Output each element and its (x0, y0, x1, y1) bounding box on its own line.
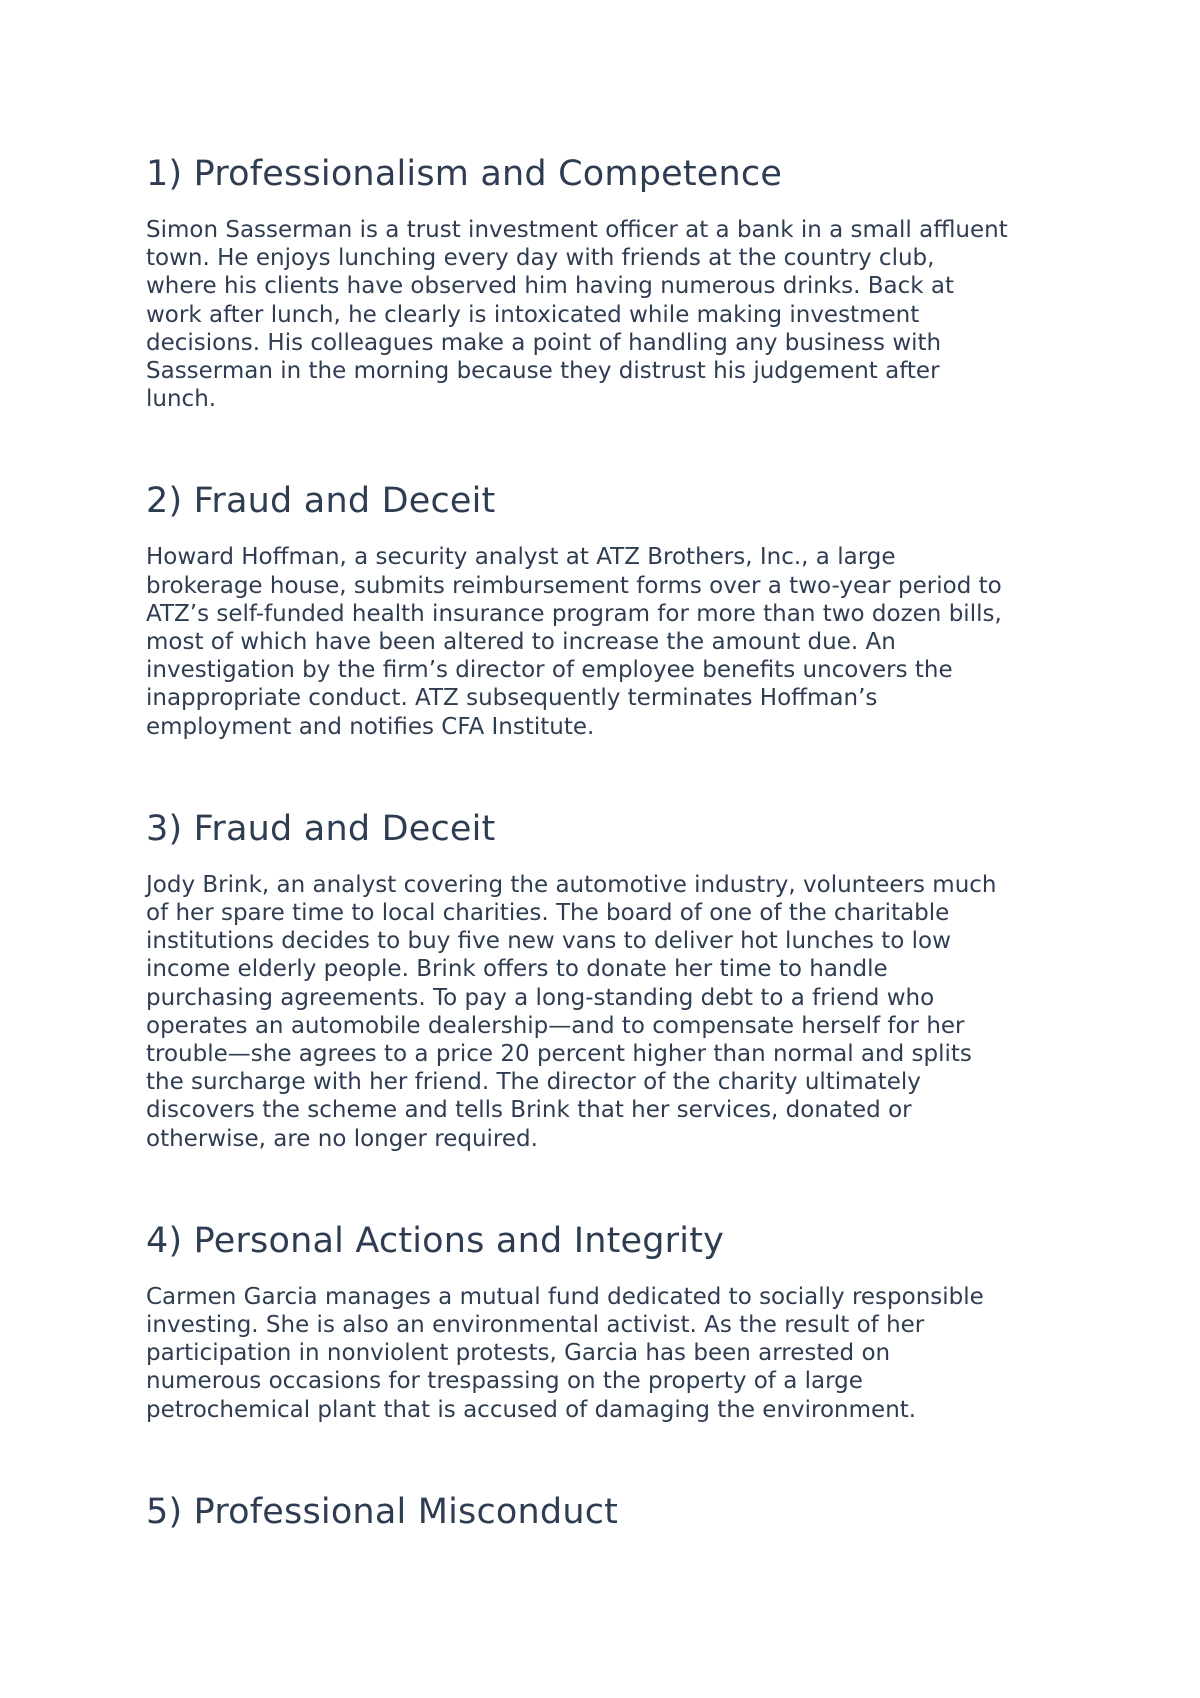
section-professionalism-competence (146, 150, 1076, 413)
section-heading: 1) Professionalism and Competence (146, 154, 783, 194)
section-body: Howard Hoffman, a security analyst at ATZ Brothers, Inc., a large brokerage house, submits reimbursement forms over a two-year period to ATZ’s self-funded health insurance program for more than two dozen bills, most of which have been altered to increase the amount due. An investigation by the firm’s director of employee benefits uncovers the inappropriate conduct. ATZ subsequently terminates Hoffman’s employment and notifies CFA Institute. (146, 544, 1002, 740)
section-body: Jody Brink, an analyst covering the automotive industry, volunteers much of her spare time to local charities. The board of one of the charitable institutions decides to buy five new vans to deliver hot lunches to low income elderly people. Brink offers to donate her time to handle purchasing agreements. To pay a long-standing debt to a friend who operates an automobile dealership—and to compensate herself for her trouble—she agrees to a price 20 percent higher than normal and splits the surcharge with her friend. The director of the charity ultimately discovers the scheme and tells Brink that her services, donated or otherwise, are no longer required. (146, 871, 997, 1152)
section-heading: 2) Fraud and Deceit (146, 481, 496, 522)
section-personal-actions-integrity (146, 1217, 1076, 1424)
section-body: Simon Sasserman is a trust investment officer at a bank in a small affluent town. He enjoys lunching every day with friends at the country club, where his clients have observed him having numerous drinks. Back at work after lunch, he clearly is intoxicated while making investment decisions. His colleagues make a point of handling any business with Sasserman in the morning because they distrust his judgement after lunch. (146, 217, 1008, 413)
section-fraud-deceit-2 (146, 805, 1076, 1153)
section-heading: 4) Personal Actions and Integrity (146, 1220, 725, 1261)
section-body: Carmen Garcia manages a mutual fund dedicated to socially responsible investing. She is also an environmental activist. As the result of her participation in nonviolent protests, Garcia has been arrested on numerous occasions for trespassing on the property of a large petrochemical plant that is accused of damaging the environment. (146, 1283, 984, 1423)
section-professional-misconduct (146, 1488, 1076, 1536)
document-page (146, 150, 1076, 1600)
section-heading: 5) Professional Misconduct (146, 1491, 619, 1532)
section-fraud-deceit-1 (146, 477, 1076, 740)
section-heading: 3) Fraud and Deceit (146, 808, 496, 849)
